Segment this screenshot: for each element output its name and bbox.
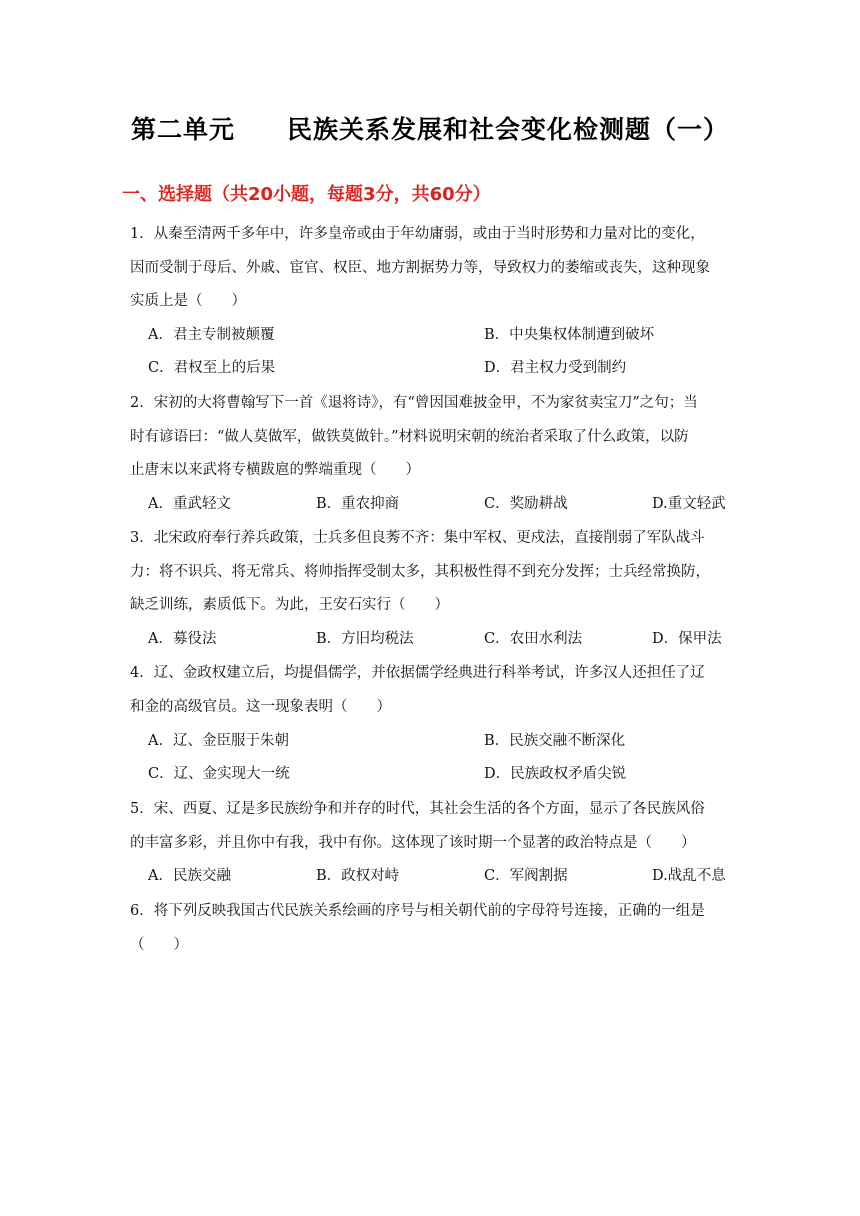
question-line: 缺乏训练，素质低下。为此，王安石实行（ ） [130, 597, 449, 613]
section-heading: 一、选择题（共20小题，每题3分，共60分） [122, 184, 491, 205]
question-4-option-c: C．辽、金实现大一统 [148, 766, 290, 782]
question-line: 力：将不识兵、将无常兵、将帅指挥受制太多，其积极性得不到充分发挥；士兵经常换防， [130, 563, 710, 580]
question-line: 1．从秦至清两千多年中，许多皇帝或由于年幼庸弱，或由于当时形势和力量对比的变化， [130, 226, 705, 242]
question-line: 2．宋初的大将曹翰写下一首《退将诗》，有“曾因国难披金甲，不为家贫卖宝刀”之句；当 [130, 395, 698, 411]
question-1-option-a: A．君主专制被颠覆 [148, 327, 275, 343]
question-line: 止唐末以来武将专横跋扈的弊端重现（ ） [130, 462, 420, 478]
question-3-option-b: B．方旧均税法 [316, 631, 414, 647]
question-line: （ ） [130, 936, 188, 953]
question-5-option-b: B．政权对峙 [316, 868, 400, 884]
question-5-option-d: D.战乱不息 [652, 868, 726, 884]
question-3-option-a: A．募役法 [148, 631, 217, 647]
question-1-text [130, 218, 730, 319]
question-1-option-c: C．君权至上的后果 [148, 360, 276, 376]
question-line: 5．宋、西夏、辽是多民族纷争和并存的时代，其社会生活的各个方面，显示了各民族风俗 [130, 801, 705, 817]
question-line: 6．将下列反映我国古代民族关系绘画的序号与相关朝代前的字母符号连接，正确的一组是 [130, 903, 705, 919]
question-3-text [130, 522, 730, 623]
question-line: 4．辽、金政权建立后，均提倡儒学，并依据儒学经典进行科举考试，许多汉人还担任了辽 [130, 665, 705, 681]
question-line: 实质上是（ ） [130, 293, 246, 309]
question-2-text [130, 387, 730, 488]
question-5-option-a: A．民族交融 [148, 868, 231, 884]
question-line: 因而受制于母后、外戚、宦官、权臣、地方割据势力等，导致权力的萎缩或丧失，这种现象 [130, 259, 710, 276]
question-line: 和金的高级官员。这一现象表明（ ） [130, 698, 391, 715]
question-2-option-a: A．重武轻文 [148, 496, 231, 512]
question-1-option-d: D．君主权力受到制约 [484, 360, 627, 376]
question-line: 3．北宋政府奉行养兵政策，士兵多但良莠不齐：集中军权、更戍法，直接削弱了军队战斗 [130, 530, 705, 546]
question-line: 时有谚语曰：“做人莫做军，做铁莫做针。”材料说明宋朝的统治者采取了什么政策，以防 [130, 428, 689, 445]
question-6-text [130, 895, 730, 962]
question-2-option-d: D.重文轻武 [652, 496, 726, 512]
question-2-option-c: C．奖励耕战 [484, 496, 568, 512]
question-4-option-b: B．民族交融不断深化 [484, 733, 626, 749]
question-3-option-d: D．保甲法 [652, 631, 722, 647]
question-3-option-c: C．农田水利法 [484, 631, 583, 647]
question-4-option-a: A．辽、金臣服于朱朝 [148, 733, 289, 749]
question-5-option-c: C．军阀割据 [484, 868, 568, 884]
question-2-option-b: B．重农抑商 [316, 496, 400, 512]
question-5-text [130, 793, 730, 860]
question-line: 的丰富多彩，并且你中有我，我中有你。这体现了该时期一个显著的政治特点是（ ） [130, 834, 696, 851]
question-4-text [130, 657, 730, 724]
page-title: 第二单元 民族关系发展和社会变化检测题（一） [130, 115, 729, 144]
question-4-option-d: D．民族政权矛盾尖锐 [484, 766, 627, 782]
question-1-option-b: B．中央集权体制遭到破坏 [484, 327, 655, 343]
